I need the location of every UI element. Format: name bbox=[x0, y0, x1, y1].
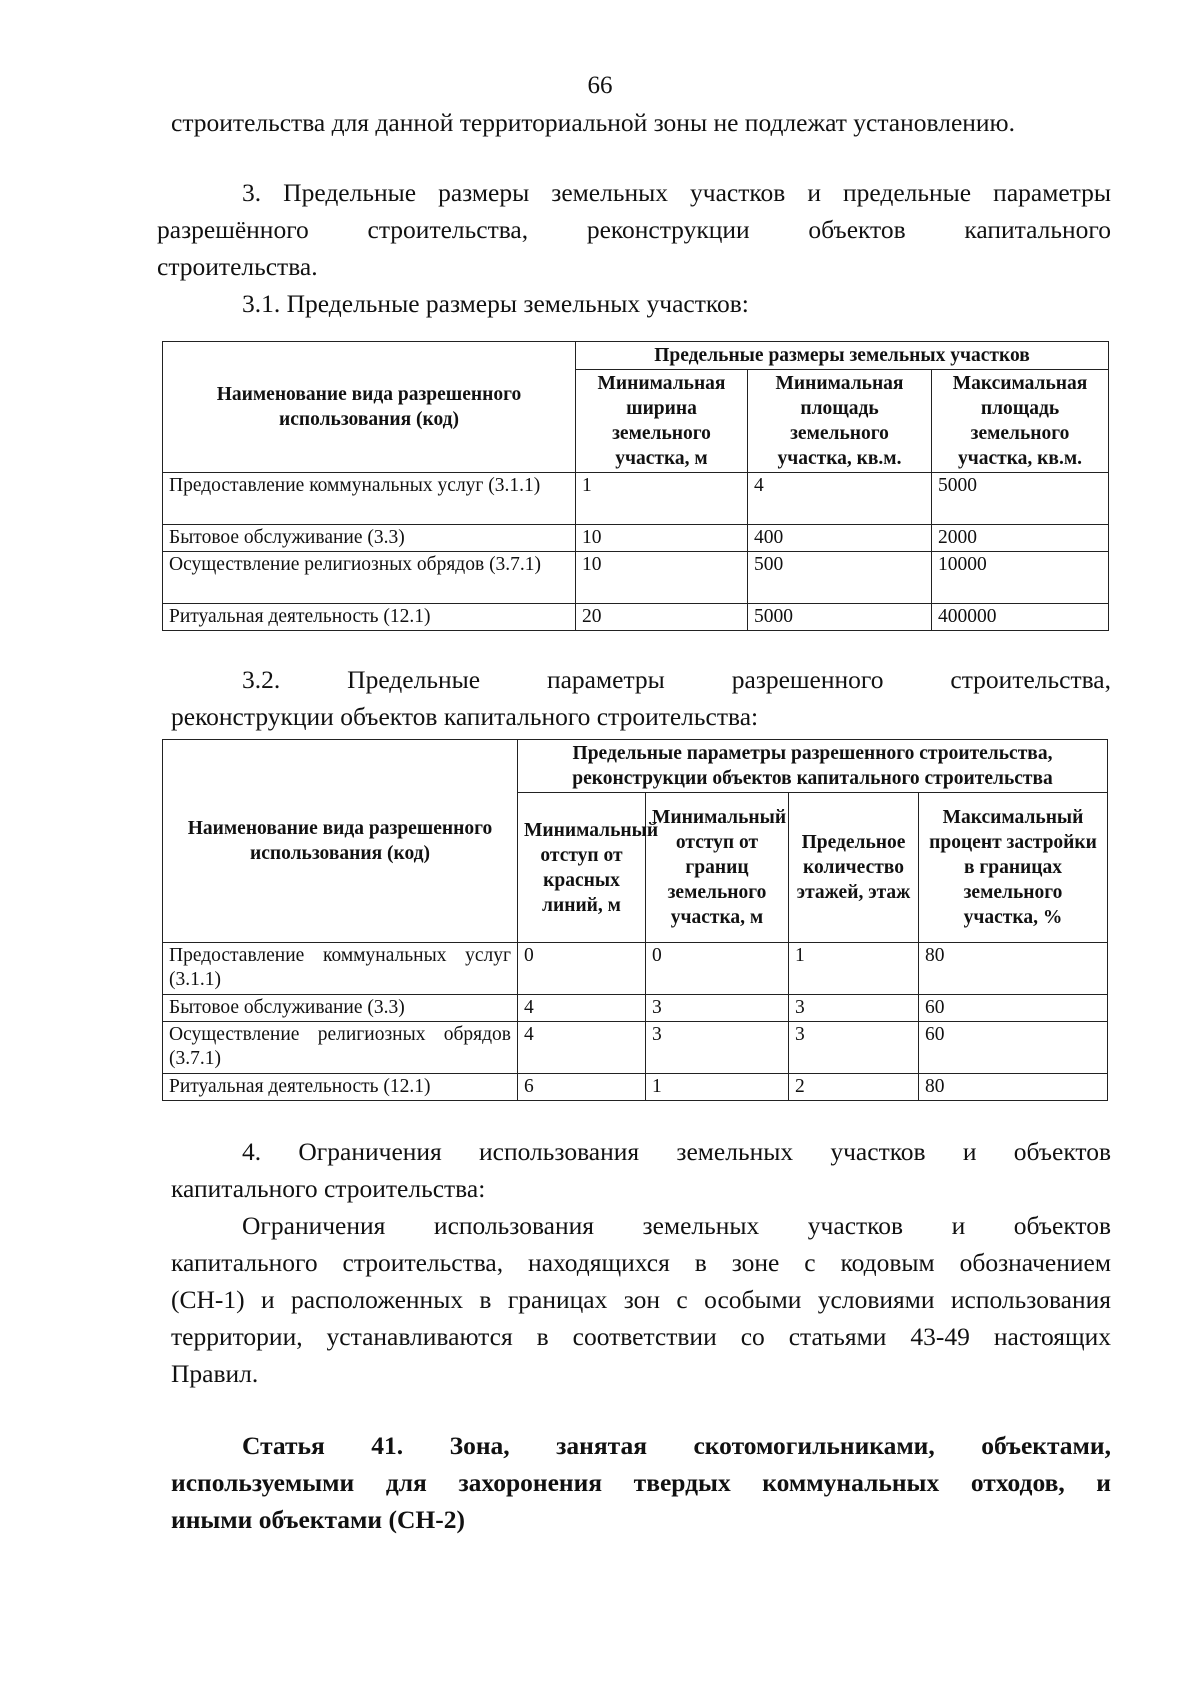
table-row bbox=[163, 525, 1109, 552]
table1-col-header: Минимальная площадь земельного участка, кв.м. bbox=[748, 370, 932, 473]
table-row bbox=[163, 552, 1109, 604]
table2-cell: 1 bbox=[789, 943, 919, 995]
intro-line: строительства для данной территориальной зоны не подлежат установлению. bbox=[171, 108, 1015, 137]
section3-line1: 3. Предельные размеры земельных участков и предельные параметры bbox=[242, 178, 1111, 207]
table2-cell: 4 bbox=[518, 1022, 646, 1074]
table-row bbox=[163, 995, 1108, 1022]
table1-cell: 2000 bbox=[932, 525, 1109, 552]
table1-cell: 4 bbox=[748, 473, 932, 525]
table1-cell: 10 bbox=[576, 525, 748, 552]
table-row bbox=[163, 943, 1108, 995]
section4-para-line: Ограничения использования земельных участков и объектов bbox=[242, 1211, 1111, 1240]
section4-para-line: территории, устанавливаются в соответствии со статьями 43-49 настоящих bbox=[171, 1322, 1111, 1351]
table2-cell: 3 bbox=[646, 1022, 789, 1074]
table1-col-header: Минимальная ширина земельного участка, м bbox=[576, 370, 748, 473]
table2-name-header: Наименование вида разрешенного использования (код) bbox=[163, 740, 518, 943]
table2-cell: 0 bbox=[646, 943, 789, 995]
table1-cell: 20 bbox=[576, 604, 748, 631]
table1-cell: 10000 bbox=[932, 552, 1109, 604]
section4-para-line: капитального строительства, находящихся в зоне с кодовым обозначением bbox=[171, 1248, 1111, 1277]
table2-cell: 3 bbox=[789, 1022, 919, 1074]
table-row bbox=[163, 604, 1109, 631]
table-building-params bbox=[162, 739, 1108, 1101]
table1-cell: 1 bbox=[576, 473, 748, 525]
section4-line1: 4. Ограничения использования земельных участков и объектов bbox=[242, 1137, 1111, 1166]
table2-cell: 4 bbox=[518, 995, 646, 1022]
table-row bbox=[163, 1022, 1108, 1074]
table2-cell: 80 bbox=[919, 943, 1108, 995]
table1-cell: 5000 bbox=[932, 473, 1109, 525]
table1-row-name: Предоставление коммунальных услуг (3.1.1) bbox=[163, 473, 576, 525]
page-number: 66 bbox=[587, 72, 613, 99]
section-3-2-line2: реконструкции объектов капитального строительства: bbox=[171, 702, 759, 731]
table-plot-sizes bbox=[162, 341, 1109, 631]
table2-cell: 6 bbox=[518, 1074, 646, 1101]
table1-col-header: Максимальная площадь земельного участка, кв.м. bbox=[932, 370, 1109, 473]
table2-group-header: Предельные параметры разрешенного строительства, реконструкции объектов капитального строительства bbox=[518, 740, 1108, 793]
table-row bbox=[163, 473, 1109, 525]
table2-cell: 0 bbox=[518, 943, 646, 995]
table1-cell: 400000 bbox=[932, 604, 1109, 631]
table2-cell: 1 bbox=[646, 1074, 789, 1101]
section-3-2-line1: 3.2. Предельные параметры разрешенного строительства, bbox=[242, 665, 1111, 694]
table2-row-name: Осуществление религиозных обрядов (3.7.1) bbox=[163, 1022, 518, 1074]
article-41-heading-line3: иными объектами (СН-2) bbox=[171, 1505, 465, 1534]
table2-row-name: Ритуальная деятельность (12.1) bbox=[163, 1074, 518, 1101]
table2-cell: 80 bbox=[919, 1074, 1108, 1101]
article-41-heading-line2: используемыми для захоронения твердых коммунальных отходов, и bbox=[171, 1468, 1111, 1497]
article-41-heading-line1: Статья 41. Зона, занятая скотомогильниками, объектами, bbox=[242, 1431, 1111, 1460]
table2-col-header: Минимальный отступ от красных линий, м bbox=[518, 793, 646, 943]
table1-cell: 5000 bbox=[748, 604, 932, 631]
table1-cell: 500 bbox=[748, 552, 932, 604]
table2-cell: 3 bbox=[646, 995, 789, 1022]
section3-line3: строительства. bbox=[157, 252, 318, 281]
table2-cell: 60 bbox=[919, 995, 1108, 1022]
table2-col-header: Минимальный отступ от границ земельного участка, м bbox=[646, 793, 789, 943]
section4-line2: капитального строительства: bbox=[171, 1174, 486, 1203]
table1-cell: 10 bbox=[576, 552, 748, 604]
table2-cell: 2 bbox=[789, 1074, 919, 1101]
table1-row-name: Бытовое обслуживание (3.3) bbox=[163, 525, 576, 552]
table1-group-header: Предельные размеры земельных участков bbox=[576, 342, 1109, 370]
section-3-1-title: 3.1. Предельные размеры земельных участков: bbox=[242, 289, 749, 318]
table2-row-name: Бытовое обслуживание (3.3) bbox=[163, 995, 518, 1022]
table1-row-name: Ритуальная деятельность (12.1) bbox=[163, 604, 576, 631]
table2-col-header: Предельное количество этажей, этаж bbox=[789, 793, 919, 943]
section4-para-line: (СН-1) и расположенных в границах зон с особыми условиями использования bbox=[171, 1285, 1111, 1314]
table2-cell: 3 bbox=[789, 995, 919, 1022]
section3-line2: разрешённого строительства, реконструкции объектов капитального bbox=[157, 215, 1111, 244]
table1-name-header: Наименование вида разрешенного использования (код) bbox=[163, 342, 576, 473]
table2-row-name: Предоставление коммунальных услуг (3.1.1) bbox=[163, 943, 518, 995]
table1-row-name: Осуществление религиозных обрядов (3.7.1) bbox=[163, 552, 576, 604]
table2-cell: 60 bbox=[919, 1022, 1108, 1074]
table-row bbox=[163, 1074, 1108, 1101]
table1-cell: 400 bbox=[748, 525, 932, 552]
section4-para-line: Правил. bbox=[171, 1359, 259, 1388]
table2-col-header: Максимальный процент застройки в границах земельного участка, % bbox=[919, 793, 1108, 943]
